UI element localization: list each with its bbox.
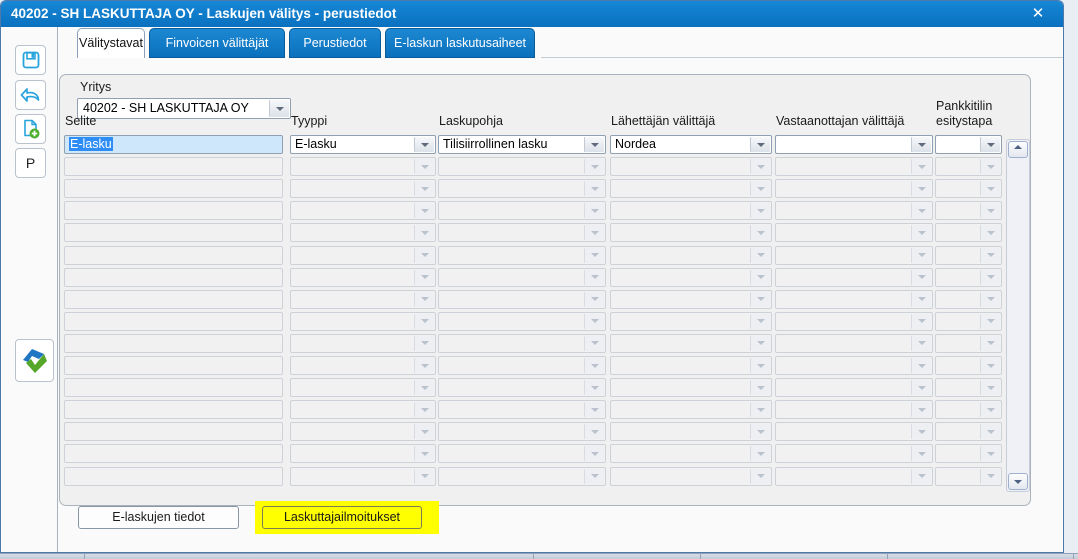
- dropdown-arrow-icon: [584, 380, 604, 395]
- background-app-right: [1064, 0, 1078, 553]
- column-header-laskupohja: Laskupohja: [439, 114, 503, 128]
- dropdown-arrow-icon: [584, 469, 604, 484]
- background-grid-line: [84, 554, 85, 559]
- laskupohja-row-15: [438, 467, 606, 486]
- laskupohja-row-11: [438, 378, 606, 397]
- dropdown-arrow-icon: [911, 402, 931, 417]
- dropdown-arrow-icon: [911, 181, 931, 196]
- selite-row-6: [64, 268, 283, 287]
- laskupohja-row-3: [438, 201, 606, 220]
- dropdown-arrow-icon: [911, 469, 931, 484]
- close-icon[interactable]: ✕: [1031, 5, 1045, 22]
- pankkitilin_esitystapa-row-3: [935, 201, 1002, 220]
- tyyppi-row-3: [290, 201, 436, 220]
- dropdown-arrow-icon: [750, 270, 770, 285]
- tyyppi-row-12: [290, 400, 436, 419]
- laskupohja-row-14: [438, 444, 606, 463]
- scroll-up-icon[interactable]: [1008, 141, 1028, 158]
- laskupohja-row-2: [438, 179, 606, 198]
- lahettajan_valittaja-row-8: [610, 312, 772, 331]
- tyyppi-row-5: [290, 246, 436, 265]
- lahettajan_valittaja-row-7: [610, 290, 772, 309]
- dropdown-arrow-icon: [980, 424, 1000, 439]
- vastaanottajan_valittaja-row-7: [775, 290, 933, 309]
- dropdown-arrow-icon: [911, 225, 931, 240]
- laskupohja-row-8: [438, 312, 606, 331]
- vastaanottajan_valittaja-row-1: [775, 157, 933, 176]
- column-header-pankkitilin_esitystapa: Pankkitilin esitystapa: [936, 99, 993, 128]
- dropdown-arrow-icon: [750, 380, 770, 395]
- dropdown-arrow-icon: [584, 248, 604, 263]
- selite-row-8: [64, 312, 283, 331]
- yritys-select[interactable]: [77, 98, 291, 119]
- dropdown-arrow-icon: [750, 446, 770, 461]
- floppy-disk-icon: [21, 50, 41, 70]
- vastaanottajan_valittaja-row-0[interactable]: [775, 135, 933, 154]
- dropdown-arrow-icon: [750, 181, 770, 196]
- tabstrip-baseline: [541, 57, 1063, 58]
- selite-row-12: [64, 400, 283, 419]
- tyyppi-row-15: [290, 467, 436, 486]
- selite-row-5: [64, 246, 283, 265]
- approve-logo-button[interactable]: [15, 339, 54, 382]
- dropdown-arrow-icon: [911, 314, 931, 329]
- yritys-value: 40202 - SH LASKUTTAJA OY: [83, 101, 249, 115]
- pankkitilin_esitystapa-row-6: [935, 268, 1002, 287]
- document-add-icon: [21, 118, 41, 140]
- lahettajan_valittaja-row-10: [610, 356, 772, 375]
- selite-row-14: [64, 444, 283, 463]
- dropdown-arrow-icon: [414, 314, 434, 329]
- laskupohja-row-9: [438, 334, 606, 353]
- e-laskujen-tiedot-button[interactable]: E-laskujen tiedot: [78, 506, 239, 529]
- dropdown-arrow-icon: [911, 336, 931, 351]
- scroll-down-icon[interactable]: [1008, 473, 1028, 490]
- background-grid-line: [1073, 554, 1074, 559]
- dropdown-arrow-icon: [980, 270, 1000, 285]
- tyyppi-row-1: [290, 157, 436, 176]
- laskupohja-row-13: [438, 422, 606, 441]
- grid-scrollbar[interactable]: [1006, 139, 1030, 492]
- dropdown-arrow-icon: [980, 159, 1000, 174]
- dropdown-arrow-icon: [911, 380, 931, 395]
- dropdown-arrow-icon: [414, 402, 434, 417]
- vastaanottajan_valittaja-row-9: [775, 334, 933, 353]
- lahettajan_valittaja-row-12: [610, 400, 772, 419]
- column-header-selite: Selite: [65, 114, 97, 128]
- dropdown-arrow-icon: [584, 424, 604, 439]
- lahettajan_valittaja-row-15: [610, 467, 772, 486]
- lahettajan_valittaja-row-2: [610, 179, 772, 198]
- p-button-label: P: [25, 155, 36, 171]
- laskupohja-row-7: [438, 290, 606, 309]
- background-grid-line: [700, 554, 701, 559]
- laskupohja-row-12: [438, 400, 606, 419]
- background-grid-line: [887, 554, 888, 559]
- lahettajan_valittaja-row-13: [610, 422, 772, 441]
- dropdown-arrow-icon: [911, 424, 931, 439]
- selite-row-13: [64, 422, 283, 441]
- blue-green-diamond-check-icon: [20, 346, 50, 376]
- dropdown-arrow-icon: [584, 181, 604, 196]
- dropdown-arrow-icon: [980, 446, 1000, 461]
- dropdown-arrow-icon[interactable]: [980, 137, 1000, 152]
- dropdown-arrow-icon: [414, 380, 434, 395]
- tab-valitystavat[interactable]: Välitystavat: [77, 28, 145, 58]
- pankkitilin_esitystapa-row-7: [935, 290, 1002, 309]
- dropdown-arrow-icon: [414, 469, 434, 484]
- dropdown-arrow-icon[interactable]: [911, 137, 931, 152]
- laskuttajailmoitukset-button[interactable]: Laskuttajailmoitukset: [262, 506, 422, 529]
- dropdown-arrow-icon: [414, 358, 434, 373]
- lahettajan_valittaja-row-11: [610, 378, 772, 397]
- selite-row-1: [64, 157, 283, 176]
- selite-row-11: [64, 378, 283, 397]
- dropdown-arrow-icon: [980, 402, 1000, 417]
- yritys-label: Yritys: [80, 80, 112, 94]
- dropdown-arrow-icon: [414, 292, 434, 307]
- tyyppi-row-9: [290, 334, 436, 353]
- tyyppi-row-8: [290, 312, 436, 331]
- tyyppi-row-14: [290, 444, 436, 463]
- pankkitilin_esitystapa-row-4: [935, 223, 1002, 242]
- dropdown-arrow-icon[interactable]: [750, 137, 770, 152]
- pankkitilin_esitystapa-row-14: [935, 444, 1002, 463]
- column-header-vastaanottajan_valittaja: Vastaanottajan välittäjä: [776, 114, 905, 128]
- dropdown-arrow-icon: [584, 270, 604, 285]
- pankkitilin_esitystapa-row-13: [935, 422, 1002, 441]
- background-grid-line: [533, 554, 534, 559]
- dropdown-arrow-icon: [980, 314, 1000, 329]
- selite-row-15: [64, 467, 283, 486]
- selite-row-2: [64, 179, 283, 198]
- tyyppi-row-2: [290, 179, 436, 198]
- pankkitilin_esitystapa-row-5: [935, 246, 1002, 265]
- tyyppi-row-4: [290, 223, 436, 242]
- dropdown-arrow-icon: [584, 402, 604, 417]
- dropdown-arrow-icon: [584, 358, 604, 373]
- dropdown-arrow-icon[interactable]: [584, 137, 604, 152]
- dropdown-arrow-icon: [750, 225, 770, 240]
- column-header-tyyppi: Tyyppi: [291, 114, 328, 128]
- dropdown-arrow-icon: [980, 203, 1000, 218]
- dropdown-arrow-icon: [414, 203, 434, 218]
- save-button[interactable]: [15, 45, 46, 75]
- dropdown-arrow-icon: [414, 225, 434, 240]
- vastaanottajan_valittaja-row-3: [775, 201, 933, 220]
- tab-elaskun-laskutusaiheet[interactable]: E-laskun laskutusaiheet: [385, 28, 535, 58]
- dropdown-arrow-icon: [911, 248, 931, 263]
- window-title: 40202 - SH LASKUTTAJA OY - Laskujen välitys - perustiedot: [11, 6, 397, 21]
- lahettajan_valittaja-row-9: [610, 334, 772, 353]
- lahettajan_valittaja-row-6: [610, 268, 772, 287]
- dropdown-arrow-icon: [584, 336, 604, 351]
- tyyppi-row-0[interactable]: E-lasku: [290, 135, 436, 154]
- tyyppi-row-10: [290, 356, 436, 375]
- pankkitilin_esitystapa-row-0[interactable]: [935, 135, 1002, 154]
- selected-text: E-lasku: [70, 137, 112, 151]
- vastaanottajan_valittaja-row-6: [775, 268, 933, 287]
- dropdown-arrow-icon: [414, 181, 434, 196]
- vastaanottajan_valittaja-row-2: [775, 179, 933, 198]
- vastaanottajan_valittaja-row-5: [775, 246, 933, 265]
- selite-row-9: [64, 334, 283, 353]
- dropdown-arrow-icon: [980, 469, 1000, 484]
- dropdown-arrow-icon: [980, 181, 1000, 196]
- lahettajan_valittaja-row-0[interactable]: Nordea: [610, 135, 772, 154]
- laskupohja-row-5: [438, 246, 606, 265]
- vastaanottajan_valittaja-row-11: [775, 378, 933, 397]
- new-document-button[interactable]: [15, 114, 46, 144]
- tyyppi-row-11: [290, 378, 436, 397]
- pankkitilin_esitystapa-row-2: [935, 179, 1002, 198]
- vastaanottajan_valittaja-row-13: [775, 422, 933, 441]
- laskupohja-row-6: [438, 268, 606, 287]
- dropdown-arrow-icon: [980, 380, 1000, 395]
- dropdown-arrow-icon: [750, 314, 770, 329]
- dropdown-arrow-icon: [980, 336, 1000, 351]
- dropdown-arrow-icon: [911, 292, 931, 307]
- pankkitilin_esitystapa-row-11: [935, 378, 1002, 397]
- selite-row-7: [64, 290, 283, 309]
- dropdown-arrow-icon: [584, 203, 604, 218]
- pankkitilin_esitystapa-row-1: [935, 157, 1002, 176]
- undo-arrow-icon: [20, 86, 42, 104]
- tyyppi-row-6: [290, 268, 436, 287]
- dropdown-arrow-icon: [414, 159, 434, 174]
- dropdown-arrow-icon[interactable]: [414, 137, 434, 152]
- dropdown-arrow-icon: [750, 336, 770, 351]
- dropdown-arrow-icon: [584, 225, 604, 240]
- dropdown-arrow-icon: [414, 248, 434, 263]
- vastaanottajan_valittaja-row-15: [775, 467, 933, 486]
- dropdown-arrow-icon: [414, 270, 434, 285]
- dropdown-arrow-icon: [980, 248, 1000, 263]
- dropdown-arrow-icon[interactable]: [269, 100, 289, 117]
- tab-perustiedot[interactable]: Perustiedot: [289, 28, 381, 58]
- dropdown-arrow-icon: [414, 424, 434, 439]
- dropdown-arrow-icon: [980, 292, 1000, 307]
- lahettajan_valittaja-row-5: [610, 246, 772, 265]
- dropdown-arrow-icon: [911, 358, 931, 373]
- column-header-lahettajan_valittaja: Lähettäjän välittäjä: [611, 114, 716, 128]
- tyyppi-row-13: [290, 422, 436, 441]
- dropdown-arrow-icon: [750, 424, 770, 439]
- selite-row-10: [64, 356, 283, 375]
- tab-finvoicen-valittajat[interactable]: Finvoicen välittäjät: [149, 28, 285, 58]
- vastaanottajan_valittaja-row-12: [775, 400, 933, 419]
- dropdown-arrow-icon: [911, 203, 931, 218]
- pankkitilin_esitystapa-row-8: [935, 312, 1002, 331]
- dropdown-arrow-icon: [911, 446, 931, 461]
- vastaanottajan_valittaja-row-8: [775, 312, 933, 331]
- background-app-bottom: [0, 553, 1078, 559]
- pankkitilin_esitystapa-row-12: [935, 400, 1002, 419]
- selite-row-0[interactable]: [64, 135, 283, 154]
- dropdown-arrow-icon: [750, 203, 770, 218]
- dropdown-arrow-icon: [911, 159, 931, 174]
- dropdown-arrow-icon: [750, 469, 770, 484]
- p-button[interactable]: [15, 148, 46, 178]
- pankkitilin_esitystapa-row-15: [935, 467, 1002, 486]
- vastaanottajan_valittaja-row-14: [775, 444, 933, 463]
- selite-row-3: [64, 201, 283, 220]
- dropdown-arrow-icon: [980, 225, 1000, 240]
- undo-button[interactable]: [15, 80, 46, 110]
- lahettajan_valittaja-row-4: [610, 223, 772, 242]
- dropdown-arrow-icon: [750, 159, 770, 174]
- dropdown-arrow-icon: [414, 336, 434, 351]
- dropdown-arrow-icon: [750, 292, 770, 307]
- selite-row-4: [64, 223, 283, 242]
- dropdown-arrow-icon: [584, 314, 604, 329]
- dropdown-arrow-icon: [750, 358, 770, 373]
- valitystavat-panel: [59, 74, 1031, 506]
- dropdown-arrow-icon: [750, 248, 770, 263]
- pankkitilin_esitystapa-row-9: [935, 334, 1002, 353]
- vastaanottajan_valittaja-row-4: [775, 223, 933, 242]
- laskupohja-row-4: [438, 223, 606, 242]
- lahettajan_valittaja-row-1: [610, 157, 772, 176]
- toolbar-separator: [57, 27, 58, 552]
- dropdown-arrow-icon: [414, 446, 434, 461]
- vastaanottajan_valittaja-row-10: [775, 356, 933, 375]
- dropdown-arrow-icon: [584, 446, 604, 461]
- dropdown-arrow-icon: [980, 358, 1000, 373]
- dropdown-arrow-icon: [584, 292, 604, 307]
- laskupohja-row-10: [438, 356, 606, 375]
- lahettajan_valittaja-row-3: [610, 201, 772, 220]
- dropdown-arrow-icon: [750, 402, 770, 417]
- title-bar: [1, 1, 1063, 27]
- pankkitilin_esitystapa-row-10: [935, 356, 1002, 375]
- dropdown-arrow-icon: [911, 270, 931, 285]
- tyyppi-row-7: [290, 290, 436, 309]
- lahettajan_valittaja-row-14: [610, 444, 772, 463]
- dropdown-arrow-icon: [584, 159, 604, 174]
- laskupohja-row-1: [438, 157, 606, 176]
- laskupohja-row-0[interactable]: Tilisiirrollinen lasku: [438, 135, 606, 154]
